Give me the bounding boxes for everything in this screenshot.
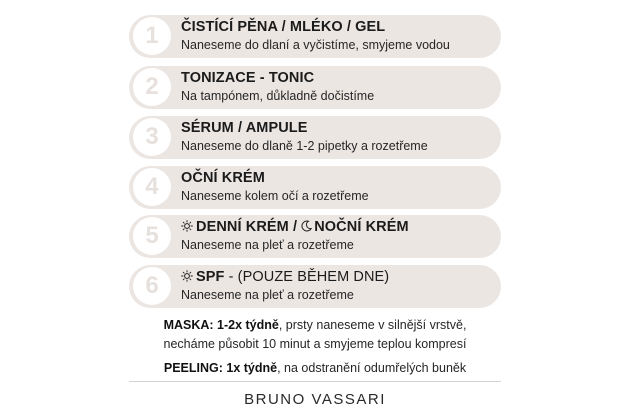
mask-text-1: , prsty naneseme v silnější vrstvě,	[278, 318, 467, 332]
step-title: TONIZACE - TONIC	[181, 70, 315, 86]
peeling-text: , na odstranění odumřelých buněk	[277, 361, 467, 375]
step-number: 1	[145, 22, 159, 49]
step-6	[129, 265, 501, 308]
step-number-badge	[133, 68, 171, 106]
step-description: Naneseme na pleť a rozetřeme	[181, 288, 354, 302]
sun-icon	[181, 270, 193, 286]
step-1	[129, 15, 501, 58]
step-title-spf: SPF	[196, 269, 225, 285]
step-3	[129, 116, 501, 159]
step-5	[129, 215, 501, 258]
step-description: Naneseme do dlaní a vyčistíme, smyjeme vodou	[181, 38, 450, 52]
peeling-label: PEELING: 1x týdně	[163, 361, 278, 375]
peeling-note	[123, 359, 507, 378]
step-number-badge	[133, 17, 171, 55]
skincare-routine-card	[123, 0, 507, 420]
step-description: Naneseme do dlaně 1-2 pipetky a rozetřeme	[181, 139, 428, 153]
step-number: 2	[145, 73, 159, 100]
step-number-badge	[133, 217, 171, 255]
divider	[129, 381, 501, 382]
step-title	[181, 219, 409, 236]
step-number-badge	[133, 118, 171, 156]
sun-icon	[181, 220, 193, 236]
brand-name: BRUNO VASSARI	[244, 391, 386, 408]
step-title: OČNÍ KRÉM	[181, 170, 265, 186]
step-title-day: DENNÍ KRÉM /	[196, 219, 302, 235]
mask-label: MASKA: 1-2x týdně	[163, 318, 279, 332]
brand-logo	[123, 391, 507, 408]
step-title-spf-note: - (POUZE BĚHEM DNE)	[224, 269, 390, 285]
mask-note-line-2	[123, 335, 507, 354]
step-number: 3	[145, 123, 159, 150]
mask-note	[123, 316, 507, 335]
step-number-badge	[133, 168, 171, 206]
step-description: Naneseme kolem očí a rozetřeme	[181, 189, 369, 203]
step-number: 6	[145, 272, 159, 299]
step-title-night: NOČNÍ KRÉM	[314, 219, 409, 235]
step-2	[129, 66, 501, 109]
mask-text-2: necháme působit 10 minut a smyjeme teplou kompresí	[163, 337, 467, 351]
step-title	[181, 269, 389, 286]
step-title: ČISTÍCÍ PĚNA / MLÉKO / GEL	[181, 19, 386, 35]
moon-icon	[301, 220, 312, 236]
step-title: SÉRUM / AMPULE	[181, 120, 308, 136]
step-number: 5	[145, 222, 159, 249]
step-description: Na tampónem, důkladně dočistíme	[181, 89, 375, 103]
step-number-badge	[133, 267, 171, 305]
step-4	[129, 166, 501, 209]
step-description: Naneseme na pleť a rozetřeme	[181, 238, 354, 252]
step-number: 4	[145, 173, 159, 200]
